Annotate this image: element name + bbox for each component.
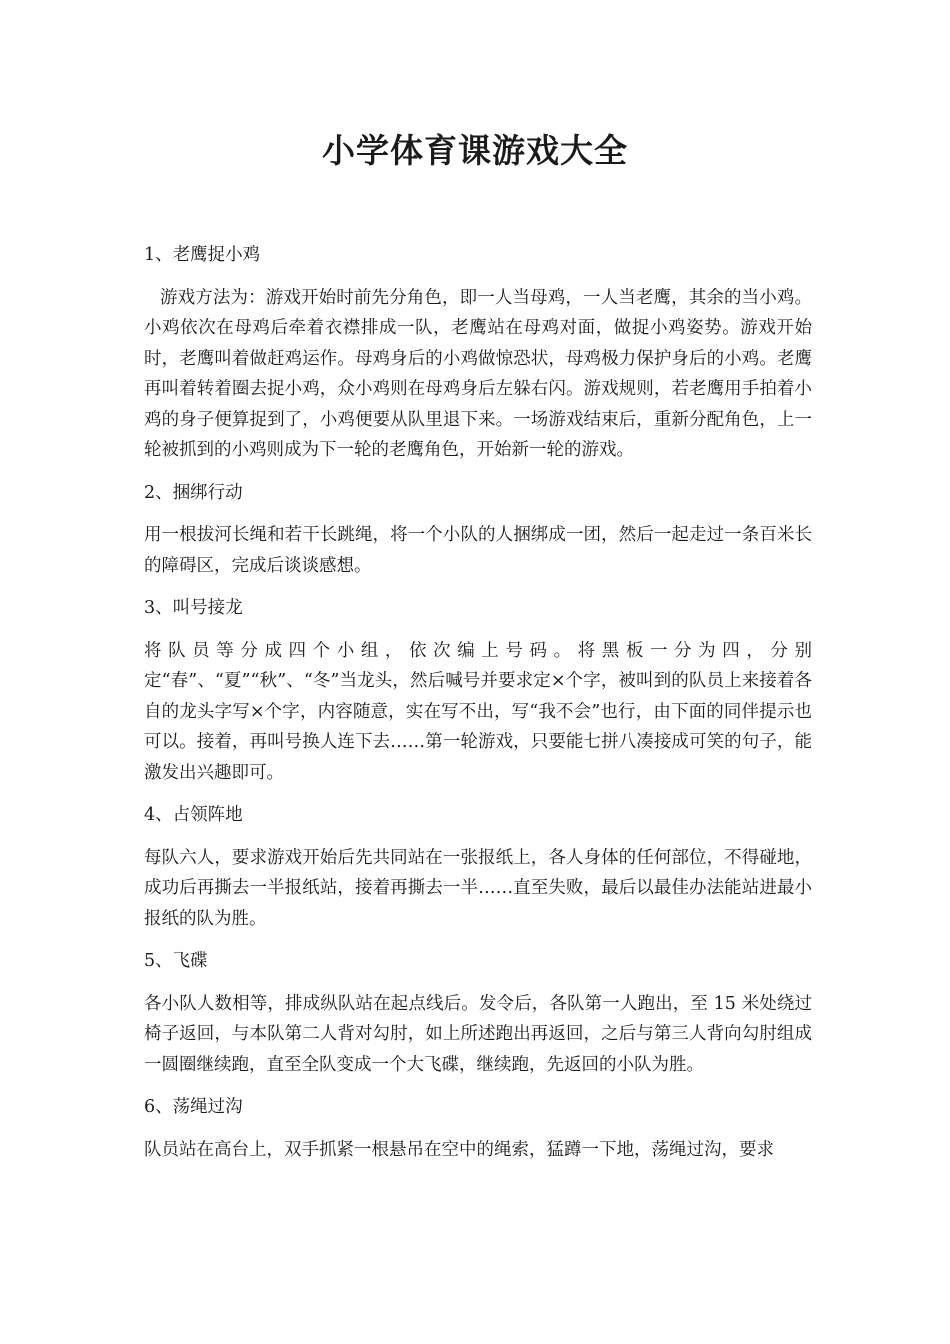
section-heading: 1、老鹰捉小鸡 (144, 245, 261, 265)
section-heading: 5、飞碟 (144, 951, 208, 971)
section-occupy-position (144, 800, 812, 934)
section-text: 游戏方法为：游戏开始时前先分角色，即一人当母鸡，一人当老鹰，其余的当小鸡。小鸡依次在母鸡后牵着衣襟排成一队，老鹰站在母鸡对面，做捉小鸡姿势。游戏开始时，老鹰叫着做赶鸡运作。母鸡身后的小鸡做惊恐状，母鸡极力保护身后的小鸡。老鹰再叫着转着圈去捉小鸡，众小鸡则在母鸡身后左躲右闪。游戏规则，若老鹰用手拍着小鸡的身子便算捉到了，小鸡便要从队里退下来。一场游戏结束后，重新分配角色，上一轮被抓到的小鸡则成为下一轮的老鹰角色，开始新一轮的游戏。 (144, 287, 812, 460)
section-heading: 2、捆绑行动 (144, 482, 243, 503)
section-number-chain (144, 593, 812, 788)
section-flying-disc (144, 946, 812, 1080)
section-eagle-catches-chicks (144, 240, 812, 466)
section-text: 每队六人，要求游戏开始后先共同站在一张报纸上，各人身体的任何部位，不得碰地，成功后再撕去一半报纸站，接着再撕去一半……直至失败，最后以最佳办法能站进最小报纸的队为胜。 (144, 847, 812, 929)
section-heading: 6、荡绳过沟 (144, 1097, 243, 1117)
page-title: 小学体育课游戏大全 (322, 131, 628, 170)
section-text: 各小队人数相等，排成纵队站在起点线后。发令后，各队第一人跑出，至 15 米处绕过椅子返回，与本队第二人背对勾肘，如上所述跑出再返回，之后与第三人背向勾肘组成一圆圈继续跑，直至全队变成一个大飞碟，继续跑，先返回的小队为胜。 (144, 993, 812, 1075)
document-body (144, 240, 812, 1177)
section-heading: 4、占领阵地 (144, 805, 243, 825)
section-binding-action (144, 478, 812, 582)
section-rope-swing (144, 1092, 812, 1165)
section-text: 将队员等分成四个小组，依次编上号码。将黑板一分为四，分别定“春”、“夏”“秋”、“冬”当龙头，然后喊号并要求定×个字，被叫到的队员上来接着各自的龙头字写×个字，内容随意，实在写不出，写“我不会”也行，由下面的同伴提示也可以。接着，再叫号换人连下去……第一轮游戏，只要能七拼八凑接成可笑的句子，能激发出兴趣即可。 (144, 640, 812, 783)
section-text: 用一根拔河长绳和若干长跳绳，将一个小队的人捆绑成一团，然后一起走过一条百米长的障碍区，完成后谈谈感想。 (144, 525, 812, 576)
section-heading: 3、叫号接龙 (144, 598, 243, 618)
section-text: 队员站在高台上，双手抓紧一根悬吊在空中的绳索，猛蹲一下地，荡绳过沟，要求 (144, 1139, 774, 1160)
